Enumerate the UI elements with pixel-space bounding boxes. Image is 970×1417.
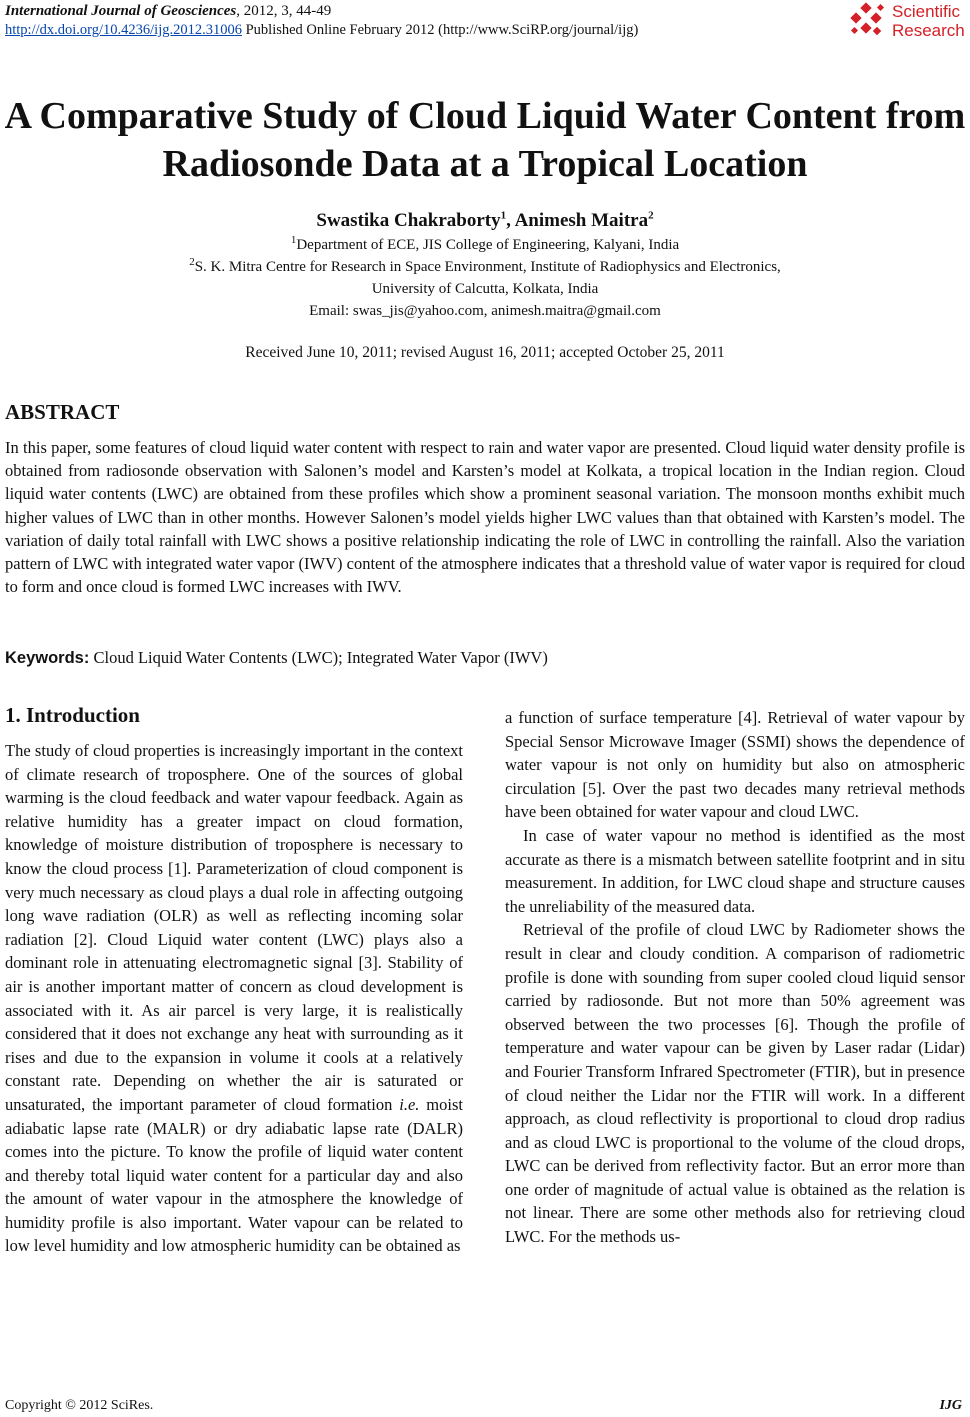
intro-ie: i.e.	[399, 1094, 420, 1114]
intro-paragraph-2: In case of water vapour no method is identified as the most accurate as there is a mismatch between satellite footprint and in situ measurement. In addition, for LWC cloud shape and structure causes the unreliability of the measured data.	[505, 825, 965, 916]
doi-line	[5, 22, 638, 39]
section-heading-introduction: 1. Introduction	[5, 703, 140, 727]
affiliation-1-text: Department of ECE, JIS College of Engineering, Kalyani, India	[296, 237, 680, 253]
intro-p1-part-b: moist adiabatic lapse rate (MALR) or dry adiabatic lapse rate (DALR) comes into the picture. To know the profile of liquid water content and thereby total liquid water content for a particular day and also the amount of water vapour in the atmosphere the knowledge of humidity profile is also important. Water vapour can be related to low level humidity and low atmospheric humidity can be obtained as	[5, 1094, 463, 1256]
journal-name: International Journal of Geosciences	[5, 3, 237, 19]
intro-paragraph-3: Retrieval of the profile of cloud LWC by Radiometer shows the result in clear and cloudy condition. A comparison of radiometric profile is done with sounding from super cooled cloud liquid sensor carried by radiosonde. But not more than 50% agreement was observed between the two processes [6]. Though the profile of temperature and water vapour can be given by Laser radar (Lidar) and Fourier Transform Infrared Spectrometer (FTIR), but in presence of cloud neither the Lidar nor the FTIR will work. In a different approach, as cloud reflectivity is proportional to cloud drop radius and as cloud LWC is proportional to the volume of the cloud drops, LWC can be derived from reflectivity factor. But an error more than one order of magnitude of actual value is obtained as the relation is not linear. There are some other methods also for retrieving cloud LWC. For the methods us-	[505, 920, 965, 1247]
affiliation-2-sup: 2	[189, 256, 195, 268]
title-line-1: A Comparative Study of Cloud Liquid Water Content from	[4, 95, 966, 137]
affiliation-1	[0, 234, 970, 254]
authors	[0, 210, 970, 232]
abstract-text: In this paper, some features of cloud liquid water content with respect to rain and water vapor are presented. Cloud liquid water density profile is obtained from radiosonde observation with Salonen’s model and Karsten’s model at Kolkata, a tropical location in the Indian region. Cloud liquid water contents (LWC) are obtained from these profiles which show a prominent seasonal variation. The monsoon months exhibit much higher values of LWC than in other months. However Salonen’s model yields higher LWC values than that obtained with Karsten’s model. The variation of daily total rainfall with LWC shows a positive relationship indicating the role of LWC in controlling the rainfall. Also the variation pattern of LWC with integrated water vapor (IWV) content of the atmosphere indicates that a threshold value of water vapor is required for cloud to form and once cloud is formed LWC increases with IWV.	[5, 438, 965, 597]
intro-p1-part-a: The study of cloud properties is increasingly important in the context of climate research of troposphere. One of the sources of global warming is the cloud feedback and water vapour feedback. Again as relative humidity has a greater impact on cloud formation, knowledge of moisture distribution of troposphere is necessary to know the cloud process [1]. Parameterization of cloud component is very much necessary as cloud plays a dual role in affecting outgoing long wave radiation (OLR) as well as reflecting incoming solar radiation [2]. Cloud Liquid water content (LWC) plays also a dominant role in attenuating electromagnetic signal [3]. Stability of air is another important matter of concern as cloud development is associated with it. As air parcel is very large, it is realistically considered that it does not exchange any heat with surrounding as it rises and due to the expansion in volume it cools at a relatively constant rate. Depending on whether the air is saturated or unsaturated, the important parameter of cloud formation	[5, 741, 463, 1114]
title-line-2: Radiosonde Data at a Tropical Location	[162, 143, 808, 185]
affiliation-1-sup: 1	[290, 234, 297, 246]
abstract-heading: ABSTRACT	[5, 400, 120, 424]
intro-paragraph-continued: a function of surface temperature [4]. Retrieval of water vapour by Special Sensor Microwave Imager (SSMI) shows the dependence of water vapour is not only on humidity but also on atmospheric circulation [5]. Over the past two decades many retrieval methods have been obtained for water vapour and cloud LWC.	[505, 708, 965, 822]
logo-line2: Research	[892, 21, 965, 40]
keywords-label: Keywords:	[5, 649, 90, 667]
right-column	[505, 706, 965, 1249]
footer-copyright: Copyright © 2012 SciRes.	[5, 1398, 154, 1413]
paper-title	[0, 92, 970, 188]
author-2: , Animesh Maitra	[506, 210, 649, 231]
affiliation-3: University of Calcutta, Kolkata, India	[371, 281, 599, 297]
keywords-text: Cloud Liquid Water Contents (LWC); Integrated Water Vapor (IWV)	[89, 648, 548, 667]
left-column	[5, 739, 463, 1258]
doi-link[interactable]: http://dx.doi.org/10.4236/ijg.2012.31006	[5, 22, 242, 38]
journal-volume: , 2012, 3, 44-49	[236, 3, 332, 19]
journal-citation	[5, 3, 331, 20]
footer-journal-abbr: IJG	[939, 1398, 962, 1413]
author-2-sup: 2	[648, 209, 654, 222]
keywords	[5, 648, 548, 668]
affiliation-2	[0, 256, 970, 276]
intro-paragraph-1	[5, 739, 463, 1258]
published-online: Published Online February 2012 (http://www.SciRP.org/journal/ijg)	[241, 22, 639, 38]
logo-line1: Scientific	[892, 2, 961, 21]
received-dates: Received June 10, 2011; revised August 16, 2011; accepted October 25, 2011	[245, 344, 725, 361]
author-1: Swastika Chakraborty	[316, 210, 501, 231]
affiliation-2-text: S. K. Mitra Centre for Research in Space Environment, Institute of Radiophysics and Electronics,	[194, 259, 781, 275]
author-emails: Email: swas_jis@yahoo.com, animesh.maitra@gmail.com	[309, 303, 661, 319]
logo-wordmark	[892, 2, 965, 40]
author-1-sup: 1	[500, 209, 507, 222]
